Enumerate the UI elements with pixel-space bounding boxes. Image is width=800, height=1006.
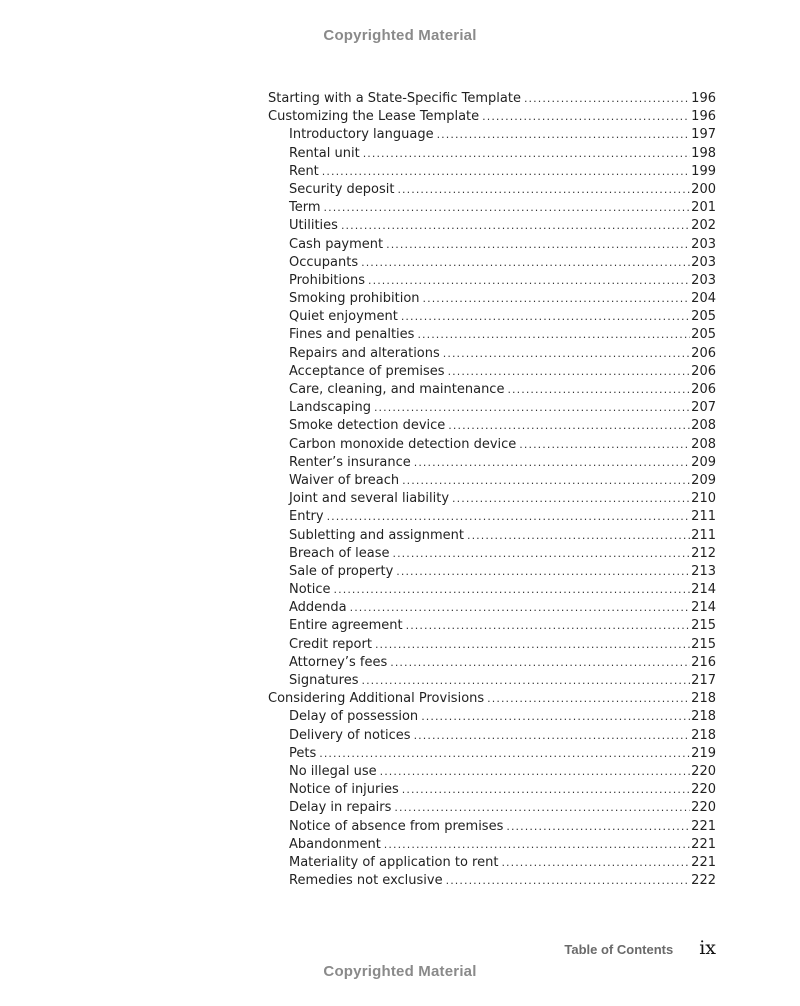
toc-entry-page: 210 xyxy=(691,491,716,507)
dot-leader xyxy=(361,254,690,272)
toc-subsection-entry xyxy=(268,708,716,726)
toc-subsection-entry xyxy=(268,181,716,199)
toc-entry-title: Quiet enjoyment xyxy=(289,309,398,325)
toc-entry-page: 205 xyxy=(691,327,716,343)
toc-subsection-entry xyxy=(268,399,716,417)
toc-subsection-entry xyxy=(268,163,716,181)
toc-entry-title: Rental unit xyxy=(289,145,360,161)
toc-subsection-entry xyxy=(268,308,716,326)
toc-entry-page: 204 xyxy=(691,291,716,307)
toc-entry-page: 206 xyxy=(691,363,716,379)
toc-entry-title: Landscaping xyxy=(289,400,371,416)
toc-entry-page: 201 xyxy=(691,200,716,216)
toc-section-entry xyxy=(268,690,716,708)
toc-entry-title: Subletting and assignment xyxy=(289,527,464,543)
toc-entry-page: 200 xyxy=(691,181,716,197)
toc-entry-title: Repairs and alterations xyxy=(289,345,440,361)
toc-entry-page: 211 xyxy=(691,509,716,525)
toc-subsection-entry xyxy=(268,854,716,872)
toc-entry-title: Credit report xyxy=(289,636,372,652)
toc-section-entry xyxy=(268,90,716,108)
dot-leader xyxy=(448,363,691,381)
toc-entry-page: 218 xyxy=(691,691,716,707)
dot-leader xyxy=(401,308,690,326)
toc-subsection-entry xyxy=(268,126,716,144)
dot-leader xyxy=(487,690,690,708)
toc-entry-page: 215 xyxy=(691,636,716,652)
toc-entry-page: 214 xyxy=(691,582,716,598)
dot-leader xyxy=(406,617,691,635)
dot-leader xyxy=(334,581,691,599)
toc-entry-title: Fines and penalties xyxy=(289,327,415,343)
toc-entry-page: 208 xyxy=(691,436,716,452)
toc-entry-page: 205 xyxy=(691,309,716,325)
dot-leader xyxy=(423,290,691,308)
dot-leader xyxy=(524,90,690,108)
toc-entry-page: 203 xyxy=(691,272,716,288)
dot-leader xyxy=(448,417,690,435)
toc-entry-page: 220 xyxy=(691,763,716,779)
toc-subsection-entry xyxy=(268,617,716,635)
toc-entry-page: 202 xyxy=(691,218,716,234)
toc-entry-title: Delay of possession xyxy=(289,709,419,725)
toc-entry-title: Smoking prohibition xyxy=(289,291,420,307)
toc-entry-page: 220 xyxy=(691,800,716,816)
toc-subsection-entry xyxy=(268,745,716,763)
dot-leader xyxy=(374,399,690,417)
dot-leader xyxy=(414,454,690,472)
toc-entry-title: Occupants xyxy=(289,254,359,270)
dot-leader xyxy=(417,326,690,344)
toc-subsection-entry xyxy=(268,872,716,890)
toc-entry-title: Term xyxy=(289,200,321,216)
toc-subsection-entry xyxy=(268,563,716,581)
toc-subsection-entry xyxy=(268,472,716,490)
toc-entry-page: 207 xyxy=(691,400,716,416)
toc-entry-title: Security deposit xyxy=(289,181,395,197)
dot-leader xyxy=(375,636,690,654)
toc-entry-title: Considering Additional Provisions xyxy=(268,691,485,707)
dot-leader xyxy=(392,545,690,563)
toc-entry-title: Notice xyxy=(289,582,331,598)
toc-entry-title: Customizing the Lease Template xyxy=(268,109,480,125)
dot-leader xyxy=(390,654,690,672)
dot-leader xyxy=(368,272,690,290)
toc-subsection-entry xyxy=(268,763,716,781)
toc-subsection-entry xyxy=(268,836,716,854)
dot-leader xyxy=(384,836,690,854)
dot-leader xyxy=(507,381,690,399)
toc-entry-title: Waiver of breach xyxy=(289,472,400,488)
toc-entry-title: Addenda xyxy=(289,600,347,616)
toc-entry-page: 209 xyxy=(691,472,716,488)
toc-entry-title: Delay in repairs xyxy=(289,800,392,816)
toc-entry-title: Entry xyxy=(289,509,324,525)
dot-leader xyxy=(482,108,690,126)
dot-leader xyxy=(519,436,690,454)
toc-subsection-entry xyxy=(268,545,716,563)
toc-entry-title: Attorney’s fees xyxy=(289,654,388,670)
toc-entry-page: 216 xyxy=(691,654,716,670)
toc-entry-title: Abandonment xyxy=(289,836,381,852)
dot-leader xyxy=(446,872,691,890)
toc-entry-title: Notice of absence from premises xyxy=(289,818,504,834)
toc-entry-page: 221 xyxy=(691,818,716,834)
toc-subsection-entry xyxy=(268,599,716,617)
toc-entry-page: 221 xyxy=(691,854,716,870)
table-of-contents xyxy=(268,90,716,890)
toc-section-entry xyxy=(268,108,716,126)
toc-entry-title: Joint and several liability xyxy=(289,491,450,507)
dot-leader xyxy=(386,236,690,254)
watermark-bottom: Copyrighted Material xyxy=(323,963,477,980)
toc-entry-page: 208 xyxy=(691,418,716,434)
toc-subsection-entry xyxy=(268,326,716,344)
toc-entry-page: 197 xyxy=(691,127,716,143)
toc-entry-title: Signatures xyxy=(289,673,359,688)
toc-subsection-entry xyxy=(268,236,716,254)
toc-subsection-entry xyxy=(268,654,716,672)
toc-entry-title: Carbon monoxide detection device xyxy=(289,436,517,452)
toc-entry-page: 219 xyxy=(691,745,716,761)
toc-entry-title: Entire agreement xyxy=(289,618,403,634)
toc-subsection-entry xyxy=(268,217,716,235)
toc-entry-title: Renter’s insurance xyxy=(289,454,411,470)
toc-entry-page: 206 xyxy=(691,382,716,397)
toc-entry-title: Pets xyxy=(289,745,317,761)
toc-entry-title: Utilities xyxy=(289,218,338,234)
toc-subsection-entry xyxy=(268,363,716,381)
toc-entry-title: Materiality of application to rent xyxy=(289,854,499,870)
toc-entry-page: 217 xyxy=(691,673,716,688)
toc-subsection-entry xyxy=(268,508,716,526)
dot-leader xyxy=(350,599,691,617)
page-number: ix xyxy=(699,937,716,959)
dot-leader xyxy=(452,490,690,508)
toc-entry-title: Notice of injuries xyxy=(289,782,399,798)
toc-entry-page: 220 xyxy=(691,782,716,798)
toc-subsection-entry xyxy=(268,672,716,690)
watermark-top: Copyrighted Material xyxy=(323,27,477,44)
toc-entry-title: Breach of lease xyxy=(289,545,390,561)
toc-entry-title: Remedies not exclusive xyxy=(289,873,443,889)
toc-entry-page: 203 xyxy=(691,236,716,252)
toc-entry-page: 203 xyxy=(691,254,716,270)
toc-entry-title: Starting with a State-Specific Template xyxy=(268,91,521,106)
running-footer-label: Table of Contents xyxy=(564,942,674,957)
toc-subsection-entry xyxy=(268,490,716,508)
toc-entry-page: 199 xyxy=(691,163,716,179)
dot-leader xyxy=(402,472,690,490)
toc-entry-title: Delivery of notices xyxy=(289,727,411,743)
toc-subsection-entry xyxy=(268,272,716,290)
dot-leader xyxy=(363,145,690,163)
toc-subsection-entry xyxy=(268,436,716,454)
toc-subsection-entry xyxy=(268,417,716,435)
toc-subsection-entry xyxy=(268,254,716,272)
toc-subsection-entry xyxy=(268,799,716,817)
dot-leader xyxy=(402,781,690,799)
toc-subsection-entry xyxy=(268,199,716,217)
toc-entry-page: 222 xyxy=(691,873,716,889)
dot-leader xyxy=(443,345,690,363)
toc-subsection-entry xyxy=(268,345,716,363)
toc-subsection-entry xyxy=(268,636,716,654)
toc-subsection-entry xyxy=(268,581,716,599)
dot-leader xyxy=(397,181,690,199)
toc-entry-page: 198 xyxy=(691,145,716,161)
dot-leader xyxy=(324,199,691,217)
dot-leader xyxy=(421,708,690,726)
dot-leader xyxy=(414,727,691,745)
toc-entry-page: 213 xyxy=(691,563,716,579)
dot-leader xyxy=(327,508,691,526)
page-footer xyxy=(564,937,716,959)
toc-entry-page: 214 xyxy=(691,600,716,616)
toc-entry-title: Sale of property xyxy=(289,563,394,579)
dot-leader xyxy=(467,527,690,545)
toc-entry-page: 209 xyxy=(691,454,716,470)
dot-leader xyxy=(322,163,690,181)
toc-subsection-entry xyxy=(268,818,716,836)
dot-leader xyxy=(506,818,690,836)
toc-entry-title: No illegal use xyxy=(289,763,377,779)
dot-leader xyxy=(394,799,690,817)
toc-subsection-entry xyxy=(268,290,716,308)
dot-leader xyxy=(362,672,691,690)
toc-entry-page: 211 xyxy=(691,527,716,543)
toc-entry-page: 212 xyxy=(691,545,716,561)
dot-leader xyxy=(396,563,690,581)
toc-subsection-entry xyxy=(268,145,716,163)
toc-entry-title: Prohibitions xyxy=(289,272,366,288)
toc-subsection-entry xyxy=(268,727,716,745)
toc-subsection-entry xyxy=(268,454,716,472)
dot-leader xyxy=(501,854,690,872)
toc-subsection-entry xyxy=(268,527,716,545)
toc-subsection-entry xyxy=(268,781,716,799)
toc-entry-title: Care, cleaning, and maintenance xyxy=(289,382,505,397)
toc-entry-page: 218 xyxy=(691,709,716,725)
dot-leader xyxy=(437,126,691,144)
toc-entry-title: Acceptance of premises xyxy=(289,363,445,379)
toc-entry-page: 196 xyxy=(691,109,716,125)
toc-entry-title: Cash payment xyxy=(289,236,384,252)
dot-leader xyxy=(319,745,690,763)
toc-entry-page: 196 xyxy=(691,91,716,106)
toc-entry-title: Rent xyxy=(289,163,319,179)
dot-leader xyxy=(380,763,691,781)
dot-leader xyxy=(341,217,690,235)
toc-entry-title: Smoke detection device xyxy=(289,418,446,434)
toc-subsection-entry xyxy=(268,381,716,399)
toc-entry-title: Introductory language xyxy=(289,127,434,143)
toc-entry-page: 221 xyxy=(691,836,716,852)
toc-entry-page: 206 xyxy=(691,345,716,361)
toc-entry-page: 218 xyxy=(691,727,716,743)
toc-entry-page: 215 xyxy=(691,618,716,634)
